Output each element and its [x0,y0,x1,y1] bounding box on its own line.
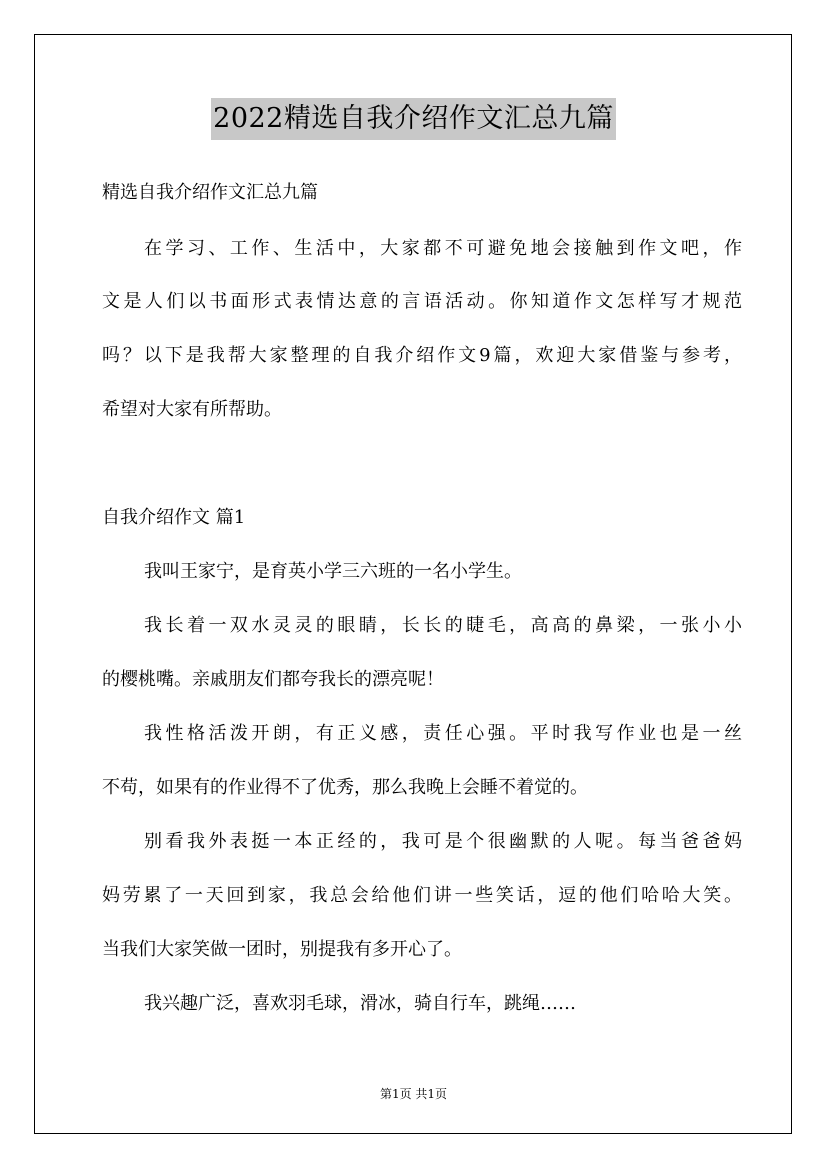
section-heading: 自我介绍作文 篇1 [102,507,246,528]
document-title: 2022精选自我介绍作文汇总九篇 [211,98,616,140]
intro-line-1: 在学习、工作、生活中，大家都不可避免地会接触到作文吧，作 [144,238,742,259]
document-subtitle: 精选自我介绍作文汇总九篇 [102,182,318,203]
intro-line-2: 文是人们以书面形式表情达意的言语活动。你知道作文怎样写才规范 [102,291,742,312]
paragraph-line: 我叫王家宁，是育英小学三六班的一名小学生。 [144,561,522,582]
paragraph-line: 当我们大家笑做一团时，别提我有多开心了。 [102,939,462,960]
page-footer: 第1页 共1页 [379,1087,448,1101]
paragraph-line: 别看我外表挺一本正经的，我可是个很幽默的人呢。每当爸爸妈 [144,831,742,852]
title-wrapper [0,98,827,140]
paragraph-line: 的樱桃嘴。亲戚朋友们都夸我长的漂亮呢！ [102,669,444,690]
paragraph-line: 妈劳累了一天回到家，我总会给他们讲一些笑话，逗的他们哈哈大笑。 [102,885,742,906]
paragraph-line: 我性格活泼开朗，有正义感，责任心强。平时我写作业也是一丝 [144,723,742,744]
paragraph-line: 我兴趣广泛，喜欢羽毛球，滑冰，骑自行车，跳绳…… [144,993,576,1014]
paragraph-line: 不苟，如果有的作业得不了优秀，那么我晚上会睡不着觉的。 [102,777,588,798]
intro-line-3: 吗？以下是我帮大家整理的自我介绍作文9篇，欢迎大家借鉴与参考， [102,345,742,366]
paragraph-line: 我长着一双水灵灵的眼睛，长长的睫毛，高高的鼻梁，一张小小 [144,615,742,636]
intro-line-4: 希望对大家有所帮助。 [102,399,282,420]
